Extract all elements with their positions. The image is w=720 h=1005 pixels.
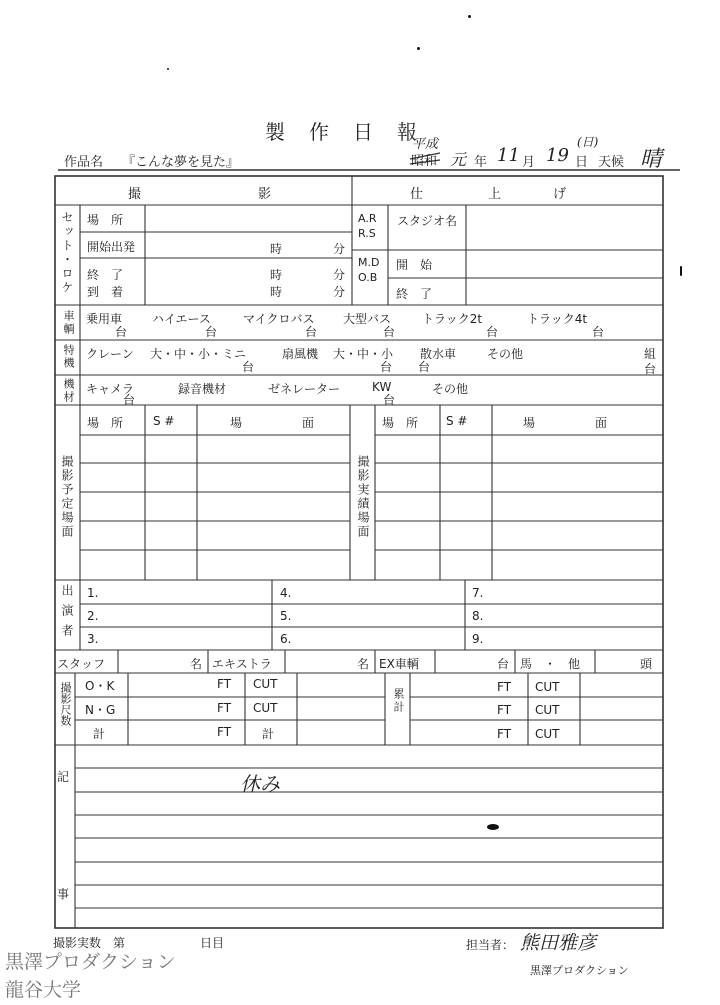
- film-ft-3: FT: [217, 725, 232, 739]
- staff-label: スタッフ: [57, 657, 106, 671]
- vehicle-truck2: トラック2t: [422, 312, 483, 326]
- equip-crane-size: 大・中・小・ミニ: [150, 347, 247, 361]
- company-name: 黒澤プロダクション: [530, 964, 629, 977]
- equip-other: その他: [487, 347, 524, 361]
- era-written: 平成: [412, 137, 439, 152]
- plan-col-place: 場 所: [87, 416, 124, 430]
- vehicle-unit-5: 台: [486, 325, 499, 339]
- end-min: 分: [333, 268, 346, 282]
- scan-speck: [468, 15, 471, 18]
- cast-7: 7.: [472, 586, 484, 600]
- begin-label: 開 始: [396, 258, 433, 272]
- accum-cut-2: CUT: [535, 703, 560, 717]
- section-shooting: 撮 影: [128, 187, 272, 202]
- month-value: 11: [497, 145, 520, 166]
- plan-col-scene-no: S #: [153, 414, 175, 428]
- mat-camera: キャメラ: [86, 382, 135, 396]
- vehicle-bigbus: 大型バス: [343, 312, 392, 326]
- notes-side-top: 記: [57, 770, 70, 784]
- vehicle-truck4: トラック4t: [527, 312, 588, 326]
- accum-cut-3: CUT: [535, 727, 560, 741]
- plan-col-scene: 場 面: [230, 416, 315, 430]
- film-cut-total: 計: [262, 727, 275, 741]
- actual-col-scene: 場 面: [523, 416, 608, 430]
- cast-5: 5.: [280, 609, 292, 623]
- finish-label: 終 了: [396, 287, 433, 301]
- start-label: 開始出発: [87, 240, 136, 254]
- cast-6: 6.: [280, 632, 292, 646]
- equip-crane: クレーン: [86, 347, 134, 361]
- film-cut-2: CUT: [253, 701, 278, 715]
- arrive-label: 到 着: [87, 285, 124, 299]
- person-signature: 熊田雅彦: [520, 932, 597, 954]
- scan-speck: [680, 266, 682, 276]
- vehicle-unit-6: 台: [592, 325, 605, 339]
- equipment-side-label: 特機: [62, 344, 75, 370]
- film-total: 計: [93, 727, 106, 741]
- year-value: 元: [450, 150, 467, 169]
- watermark-line1: 黒澤プロダクション: [5, 951, 176, 973]
- vehicle-unit-1: 台: [115, 325, 128, 339]
- equip-water: 散水車: [420, 347, 457, 361]
- arrive-hour: 時: [270, 285, 283, 299]
- film-ft-2: FT: [217, 701, 232, 715]
- accum-ft-1: FT: [497, 680, 512, 694]
- ob-label: O.B: [358, 271, 378, 284]
- cast-8: 8.: [472, 609, 484, 623]
- vehicle-hiace: ハイエース: [152, 312, 211, 326]
- scan-speck: [167, 68, 169, 70]
- shoot-days-label: 撮影実数 第: [53, 936, 126, 950]
- year-label: 年: [474, 155, 488, 170]
- vehicles-side-label: 車輌: [62, 310, 75, 336]
- accum-ft-2: FT: [497, 703, 512, 717]
- actual-col-place: 場 所: [382, 416, 419, 430]
- start-hour: 時: [270, 242, 283, 256]
- work-label: 作品名: [64, 155, 104, 170]
- set-side-label: セット・ロケ: [60, 211, 74, 295]
- studio-label: スタジオ名: [397, 214, 458, 228]
- equip-unit-4: 台: [644, 362, 657, 376]
- shoot-days-unit: 日目: [200, 936, 225, 950]
- cast-4: 4.: [280, 586, 292, 600]
- equip-unit-3: 台: [418, 360, 431, 374]
- cast-9: 9.: [472, 632, 484, 646]
- cast-2: 2.: [87, 609, 99, 623]
- mat-unit-2: 台: [383, 393, 396, 407]
- film-cut-1: CUT: [253, 677, 278, 691]
- weekday: (日): [577, 135, 599, 149]
- ar-label: A.R: [358, 212, 377, 225]
- extra-unit: 名: [357, 657, 370, 671]
- cast-1: 1.: [87, 586, 99, 600]
- vehicle-unit-4: 台: [383, 325, 396, 339]
- era-printed: 昭和: [411, 154, 438, 169]
- mat-kw: KW: [372, 380, 392, 394]
- mat-other: その他: [432, 382, 469, 396]
- extra-label: エキストラ: [212, 657, 272, 671]
- plan-side-label: 撮影予定場面: [60, 455, 74, 539]
- mat-unit-1: 台: [123, 393, 136, 407]
- vehicle-unit-2: 台: [205, 325, 218, 339]
- equip-unit-2: 台: [380, 360, 393, 374]
- end-label: 終 了: [87, 268, 124, 282]
- equip-set-unit: 組: [644, 347, 657, 361]
- accum-cut-1: CUT: [535, 680, 560, 694]
- mat-sound: 録音機材: [178, 382, 227, 396]
- cast-side-label: 出演者: [60, 584, 74, 644]
- mat-generator: ゼネレーター: [268, 382, 341, 396]
- staff-unit: 名: [190, 657, 203, 671]
- arrive-min: 分: [333, 285, 346, 299]
- work-name: 『こんな夢を見た』: [122, 155, 240, 170]
- film-ok: O・K: [85, 679, 115, 693]
- accum-ft-3: FT: [497, 727, 512, 741]
- actual-side-label: 撮影実績場面: [356, 455, 370, 539]
- person-label: 担当者：: [466, 938, 515, 952]
- vehicle-unit-3: 台: [305, 325, 318, 339]
- horse-label: 馬 ・ 他: [520, 657, 581, 671]
- film-side-label: 撮影尺数: [59, 682, 72, 726]
- ex-vehicle-unit: 台: [497, 657, 510, 671]
- weather-label: 天候: [598, 155, 625, 170]
- notes-handwritten: 休み: [240, 772, 280, 796]
- watermark-line2: 龍谷大学: [5, 979, 82, 1001]
- vehicle-microbus: マイクロバス: [243, 312, 315, 326]
- vehicle-car: 乗用車: [86, 312, 123, 326]
- equip-fan-size: 大・中・小: [333, 347, 394, 361]
- actual-col-scene-no: S #: [446, 414, 468, 428]
- notes-side-bottom: 事: [57, 887, 70, 901]
- film-ft-1: FT: [217, 677, 232, 691]
- equip-fan: 扇風機: [282, 347, 319, 361]
- equip-unit-1: 台: [242, 360, 255, 374]
- section-finishing: 仕 上 げ: [410, 187, 567, 202]
- end-hour: 時: [270, 268, 283, 282]
- weather-value: 晴: [640, 147, 663, 172]
- md-label: M.D: [358, 256, 380, 269]
- scan-speck: [417, 47, 420, 50]
- day-label: 日: [575, 155, 589, 170]
- month-label: 月: [522, 155, 536, 170]
- scan-speck: [487, 824, 499, 830]
- rs-label: R.S: [358, 227, 376, 240]
- ex-vehicle-label: EX車輌: [379, 657, 419, 671]
- day-value: 19: [546, 145, 569, 166]
- film-accum-label: 累計: [392, 688, 405, 714]
- start-min: 分: [333, 242, 346, 256]
- report-title: 製 作 日 報: [265, 120, 419, 144]
- film-ng: N・G: [85, 703, 116, 717]
- head-unit: 頭: [640, 657, 653, 671]
- materials-side-label: 機材: [62, 378, 75, 404]
- place-label: 場 所: [87, 213, 124, 227]
- cast-3: 3.: [87, 632, 99, 646]
